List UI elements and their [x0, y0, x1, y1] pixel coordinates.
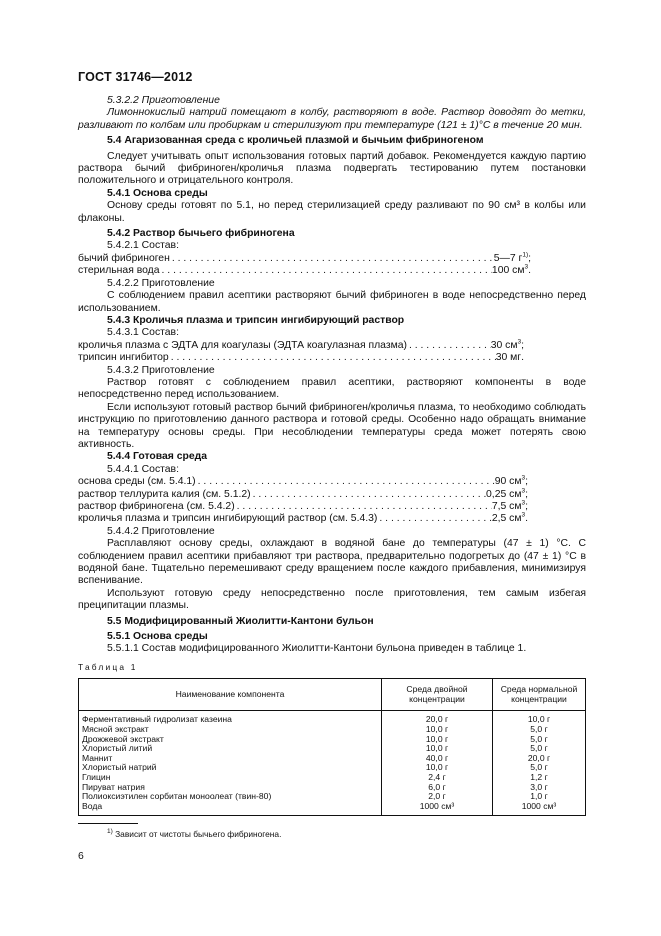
normal-concentration-cell: 1,2 г [493, 773, 586, 783]
section-5-4-4-2-heading: 5.4.4.2 Приготовление [107, 525, 215, 537]
double-concentration-cell: 10,0 г [382, 725, 493, 735]
section-5-4-2-1-heading: 5.4.2.1 Состав: [107, 240, 179, 252]
section-5-3-2-2-text: Лимоннокислый натрий помещают в колбу, растворяют в воде. Раствор доводят до метки, разливают по колбам или пробиркам и стерилизуют при температуре (121 ± 1)°С в течение 20 мин. [78, 107, 586, 131]
table-row [79, 735, 586, 745]
double-concentration-cell: 20,0 г [382, 711, 493, 725]
section-5-4-3-2-text: Если используют готовый раствор бычий фибриноген/кроличья плазма, то необходимо соблюдать инструкцию по приготовлению данного раствора и готовой среды. Особенно надо обращать внимание на температуру основы среды. При несоблюдении температуры среда может потерять свою активность. [78, 401, 586, 450]
page-content [78, 95, 586, 816]
composition-row: трипсин ингибитор . . . 30 мг. [78, 352, 524, 364]
table-header: Среда нормальной концентрации [493, 679, 586, 711]
section-5-4-3-title: 5.4.3 Кроличья плазма и трипсин ингибирующий раствор [107, 314, 405, 326]
normal-concentration-cell: 10,0 г [493, 711, 586, 725]
table-row [79, 802, 586, 816]
normal-concentration-cell: 5,0 г [493, 725, 586, 735]
normal-concentration-cell: 5,0 г [493, 735, 586, 745]
component-name-cell: Полиоксиэтилен сорбитан моноолеат (твин-80) [79, 792, 382, 802]
component-name-cell: Пируват натрия [79, 783, 382, 793]
section-5-4-text: Следует учитывать опыт использования готовых партий добавок. Рекомендуется каждую партию раствора бычий фибриноген/кроличья плазма подвергать тестированию путем постановки положительного и отрицательного контроля. [78, 150, 586, 187]
table-row [79, 792, 586, 802]
table-row [79, 773, 586, 783]
section-5-4-3-2-heading: 5.4.3.2 Приготовление [107, 364, 215, 376]
table-row [79, 711, 586, 725]
section-5-4-4-title: 5.4.4 Готовая среда [107, 451, 208, 463]
table-row [79, 763, 586, 773]
section-5-3-2-2-heading: 5.3.2.2 Приготовление [107, 95, 220, 106]
composition-row: раствор фибриногена (см. 5.4.2) . . . 7,5 $см^3$; [78, 501, 528, 513]
component-name-cell: Вода [79, 802, 382, 816]
composition-table [78, 678, 586, 816]
component-name-cell: Мясной экстракт [79, 725, 382, 735]
table-header: Наименование компонента [79, 679, 382, 711]
section-5-4-1-text: Основу среды готовят по 5.1, но перед стерилизацией среду разливают по 90 см³ в колбы или флаконы. [78, 200, 586, 224]
section-5-5-1-1-text: 5.5.1.1 Состав модифицированного Жиолитти-Кантони бульона приведен в таблице 1. [107, 643, 527, 655]
composition-row: стерильная вода . . . 100 $см^3$. [78, 265, 531, 277]
section-5-4-3-2-text: Раствор готовят с соблюдением правил асептики, растворяют компоненты в воде непосредственно перед использованием. [78, 376, 586, 401]
document-header: ГОСТ 31746—2012 [78, 70, 193, 84]
section-5-4-2-2-heading: 5.4.2.2 Приготовление [107, 277, 215, 289]
double-concentration-cell: 1000 см³ [382, 802, 493, 816]
table-header: Среда двойной концентрации [382, 679, 493, 711]
composition-row: бычий фибриноген . . . 5—7 $г^{1)}$; [78, 253, 531, 265]
double-concentration-cell: 2,0 г [382, 792, 493, 802]
composition-row: кроличья плазма и трипсин ингибирующий раствор (см. 5.4.3) . . . 2,5 $см^3$. [78, 513, 528, 525]
normal-concentration-cell: 5,0 г [493, 763, 586, 773]
footnote-divider [78, 823, 138, 824]
double-concentration-cell: 6,0 г [382, 783, 493, 793]
section-5-4-title: 5.4 Агаризованная среда с кроличьей плазмой и бычьим фибриногеном [107, 135, 484, 147]
normal-concentration-cell: 20,0 г [493, 754, 586, 764]
component-name-cell: Хлористый литий [79, 744, 382, 754]
normal-concentration-cell: 1000 см³ [493, 802, 586, 816]
double-concentration-cell: 40,0 г [382, 754, 493, 764]
component-name-cell: Маннит [79, 754, 382, 764]
normal-concentration-cell: 1,0 г [493, 792, 586, 802]
double-concentration-cell: 10,0 г [382, 744, 493, 754]
section-5-4-1-title: 5.4.1 Основа среды [107, 187, 208, 199]
table-row [79, 744, 586, 754]
section-5-4-4-1-heading: 5.4.4.1 Состав: [107, 463, 179, 475]
component-name-cell: Глицин [79, 773, 382, 783]
table-caption: Таблица 1 [78, 661, 138, 672]
component-name-cell: Хлористый натрий [79, 763, 382, 773]
double-concentration-cell: 2,4 г [382, 773, 493, 783]
section-5-5-1-title: 5.5.1 Основа среды [107, 631, 208, 643]
section-5-4-4-2-text: Расплавляют основу среды, охлаждают в водяной бане до температуры (47 ± 1) °С. С соблюдением правил асептики прибавляют три раствора, предварительно подогретых до (47 ± 1) °С в водяной бане. Тщательно перемешивают среду вращением после каждого прибавления, минимизируя вспенивание. [78, 538, 586, 587]
section-5-5-title: 5.5 Модифицированный Жиолитти-Кантони бульон [107, 615, 374, 627]
component-name-cell: Дрожжевой экстракт [79, 735, 382, 745]
composition-row: основа среды (см. 5.4.1) . . . 90 $см^3$; [78, 476, 528, 488]
composition-row: кроличья плазма с ЭДТА для коагулазы (ЭДТА коагулазная плазма) . . . 30 $см^3$; [78, 340, 524, 352]
composition-row: раствор теллурита калия (см. 5.1.2) . . . 0,25 $см^3$; [78, 489, 528, 501]
normal-concentration-cell: 3,0 г [493, 783, 586, 793]
section-5-4-3-1-heading: 5.4.3.1 Состав: [107, 327, 179, 339]
double-concentration-cell: 10,0 г [382, 735, 493, 745]
page-number: 6 [78, 851, 84, 862]
section-5-4-2-2-text: С соблюдением правил асептики растворяют бычий фибриноген в воде непосредственно перед использованием. [78, 290, 586, 314]
section-5-4-2-title: 5.4.2 Раствор бычьего фибриногена [107, 228, 295, 240]
normal-concentration-cell: 5,0 г [493, 744, 586, 754]
component-name-cell: Ферментативный гидролизат казеина [79, 711, 382, 725]
section-5-4-4-2-text: Используют готовую среду непосредственно после приготовления, тем самым избегая преципитации плазмы. [78, 587, 586, 612]
double-concentration-cell: 10,0 г [382, 763, 493, 773]
footnote: $^{1)}$ Зависит от чистоты бычьего фибриногена. [107, 828, 282, 839]
